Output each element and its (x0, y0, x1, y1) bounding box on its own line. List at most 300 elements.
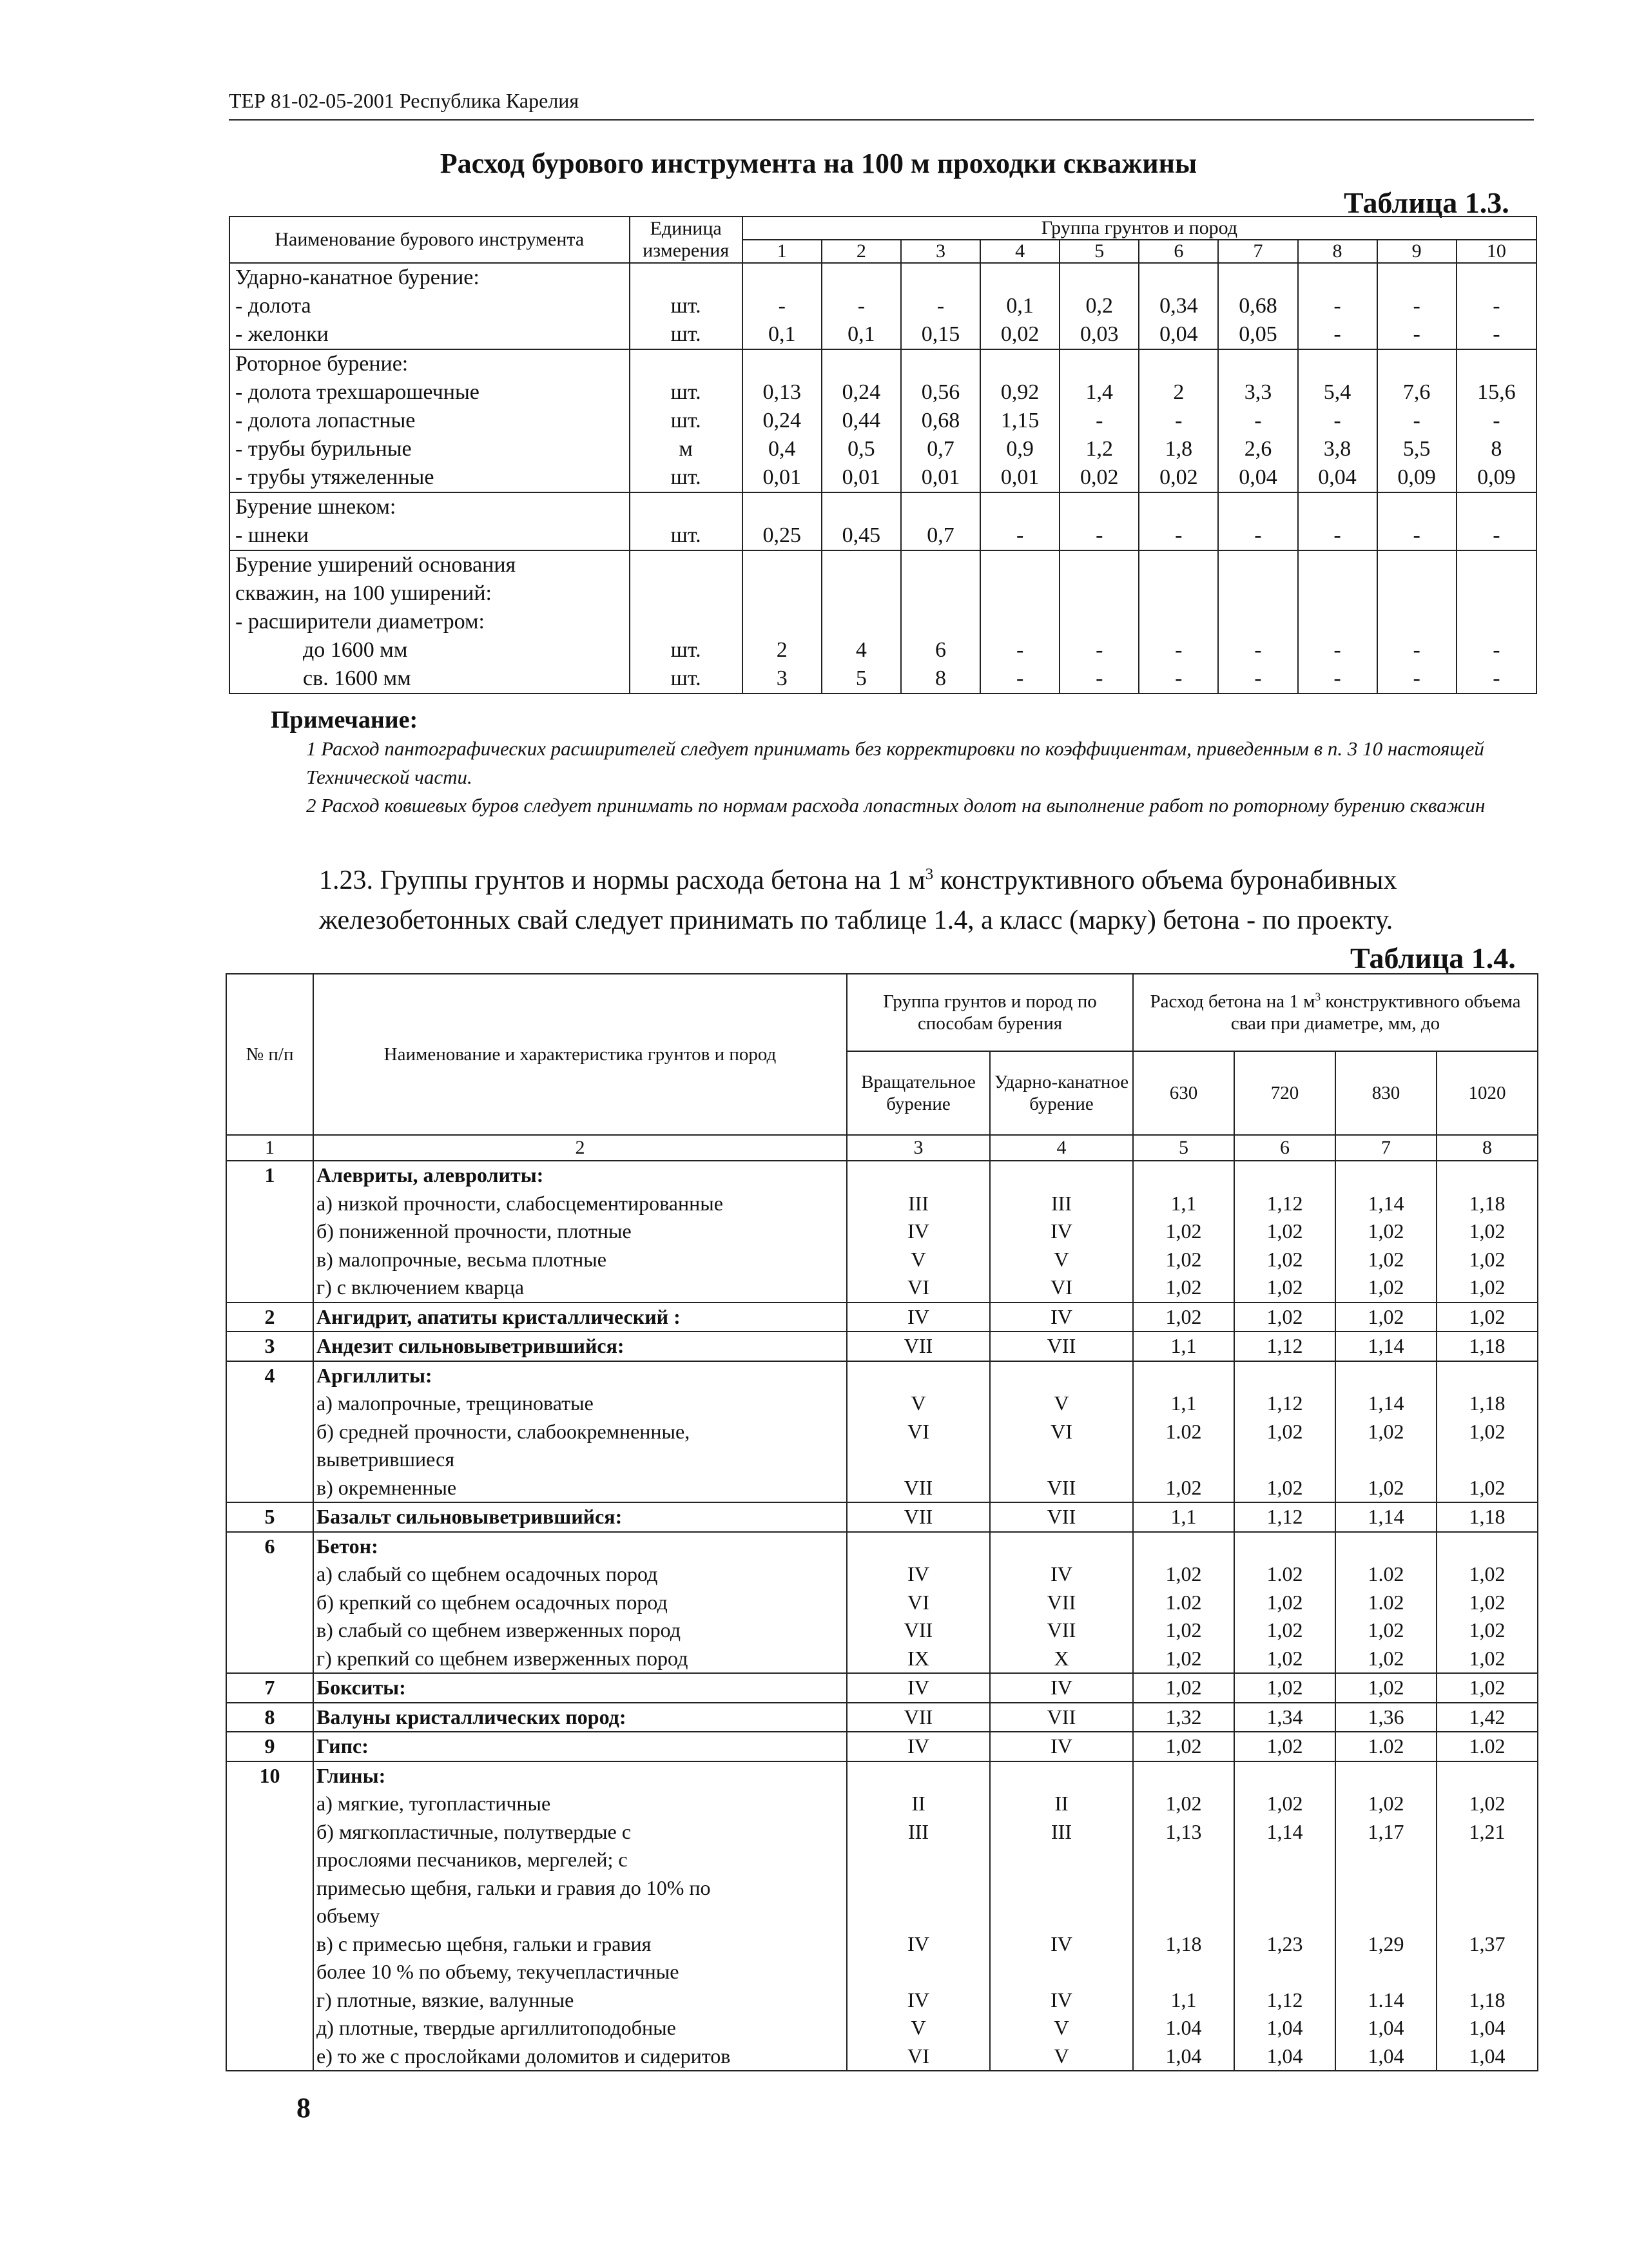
instrument-name: до 1600 мм (303, 638, 408, 662)
consumption-cell (1234, 1161, 1335, 1303)
rotary-group-cell (847, 1761, 990, 2071)
consumption-value: 0,34 (1159, 294, 1198, 318)
value-cell (1060, 492, 1139, 550)
soil-description: д) плотные, твердые аргиллитоподобные (316, 2016, 676, 2039)
notes-title: Примечание: (271, 706, 418, 733)
table-row (226, 1303, 1538, 1332)
consumption-value (822, 493, 900, 521)
header-diameter: 630 (1133, 1051, 1234, 1135)
row-number: 3 (226, 1332, 313, 1361)
soil-group-heading: Валуны кристаллических пород: (316, 1705, 626, 1729)
rotary-group-cell (847, 1332, 990, 1361)
consumption-value: 0,1 (1006, 294, 1034, 318)
consumption-cell (1133, 1161, 1234, 1303)
concrete-consumption: 1,14 (1368, 1191, 1404, 1215)
rotary-group: VI (907, 1275, 929, 1299)
header-group-number: 2 (822, 240, 901, 263)
concrete-consumption: 1,02 (1469, 1304, 1506, 1328)
consumption-value: - (1493, 638, 1500, 662)
consumption-value (743, 264, 821, 292)
concrete-consumption: 1,02 (1469, 1247, 1506, 1271)
consumption-value: - (1493, 409, 1500, 432)
consumption-value (981, 264, 1059, 292)
unit-value (630, 608, 742, 636)
consumption-cell (1133, 1502, 1234, 1532)
table-row (226, 1332, 1538, 1361)
soil-name-cell (313, 1703, 847, 1732)
consumption-cell (1335, 1502, 1437, 1532)
consumption-cell (1437, 1332, 1538, 1361)
concrete-consumption: 1,02 (1165, 1792, 1202, 1815)
percussion-group-cell (990, 1332, 1133, 1361)
percussion-group: VII (1047, 1705, 1076, 1729)
concrete-consumption: 1,1 (1170, 1505, 1197, 1528)
concrete-consumption: 1,04 (1165, 2044, 1202, 2068)
row-number: 4 (226, 1361, 313, 1503)
soil-name-cell (313, 1502, 847, 1532)
concrete-consumption: 1,34 (1266, 1705, 1303, 1729)
note-1: 1 Расход пантографических расширителей следует принимать без корректировки по коэффициентам, приведенным в п. 3 10 настоящей Технической части. (306, 737, 1484, 788)
concrete-consumption (1336, 1161, 1436, 1190)
concrete-consumption: 1,02 (1266, 1792, 1303, 1815)
percussion-group: IV (1051, 1219, 1072, 1243)
value-cell (1060, 349, 1139, 492)
consumption-value: - (857, 294, 866, 318)
consumption-value (743, 579, 821, 608)
soil-group-heading: Алевриты, алевролиты: (316, 1163, 544, 1187)
consumption-value: - (1333, 294, 1341, 318)
value-cell (1457, 550, 1536, 693)
consumption-value (1060, 264, 1138, 292)
consumption-value (1219, 264, 1297, 292)
rotary-group: III (908, 1191, 929, 1215)
consumption-cell (1133, 1732, 1234, 1761)
concrete-consumption (1336, 1958, 1436, 1986)
consumption-value: - (1096, 638, 1103, 662)
concrete-consumption: 1,02 (1165, 1219, 1202, 1243)
table-row (226, 1761, 1538, 2071)
percussion-group: IV (1051, 1562, 1072, 1585)
consumption-value (902, 350, 980, 378)
consumption-value: 2 (776, 638, 788, 662)
rotary-group: V (911, 1391, 926, 1415)
row-number: 7 (226, 1673, 313, 1703)
soil-group-heading: Аргиллиты: (316, 1363, 432, 1387)
consumption-value (981, 493, 1059, 521)
concrete-consumption: 1.14 (1368, 1988, 1404, 2011)
consumption-cell (1133, 1332, 1234, 1361)
soil-description: более 10 % по объему, текучепластичные (316, 1960, 679, 1983)
instrument-name: - долота (235, 294, 311, 318)
instrument-name-cell (229, 349, 630, 492)
soil-description: б) средней прочности, слабоокремненные, (316, 1419, 690, 1443)
instrument-name: Бурение шнеком: (235, 495, 396, 519)
rotary-group: IV (907, 1734, 929, 1758)
consumption-value (1299, 350, 1377, 378)
percussion-group: III (1051, 1191, 1072, 1215)
consumption-value: - (1493, 666, 1500, 690)
unit-value: шт. (670, 322, 701, 346)
running-head: ТЕР 81-02-05-2001 Республика Карелия (229, 89, 579, 112)
percussion-group (991, 1902, 1132, 1930)
consumption-value: - (1333, 666, 1341, 690)
consumption-cell (1335, 1732, 1437, 1761)
concrete-consumption (1437, 1362, 1537, 1390)
rotary-group: VI (907, 1590, 929, 1614)
percussion-group: X (1054, 1646, 1069, 1670)
consumption-value (902, 264, 980, 292)
value-cell (1377, 550, 1457, 693)
soil-group-heading: Глины: (316, 1763, 386, 1787)
soil-description: а) низкой прочности, слабосцементированные (316, 1191, 723, 1215)
percussion-group: IV (1051, 1988, 1072, 2011)
consumption-value: - (1413, 409, 1420, 432)
value-cell (822, 550, 901, 693)
consumption-cell (1335, 1673, 1437, 1703)
concrete-consumption: 1,02 (1165, 1618, 1202, 1642)
concrete-consumption (1235, 1362, 1335, 1390)
percussion-group-cell (990, 1673, 1133, 1703)
consumption-value (1060, 579, 1138, 608)
unit-value (630, 350, 742, 378)
column-number: 3 (847, 1135, 990, 1161)
percussion-group-cell (990, 1161, 1133, 1303)
soil-description: объему (316, 1904, 380, 1927)
rotary-group: IX (907, 1646, 929, 1670)
consumption-value (743, 493, 821, 521)
consumption-cell (1335, 1332, 1437, 1361)
concrete-consumption: 1.02 (1368, 1590, 1404, 1614)
instrument-name: Бурение уширений основания (235, 553, 516, 577)
unit-value: шт. (670, 409, 701, 432)
concrete-consumption: 1,02 (1368, 1275, 1404, 1299)
rotary-group-cell (847, 1502, 990, 1532)
consumption-value: - (1016, 523, 1024, 547)
consumption-value (1219, 493, 1297, 521)
percussion-group (991, 1446, 1132, 1474)
consumption-cell (1133, 1673, 1234, 1703)
rotary-group (848, 1846, 989, 1874)
consumption-value (1299, 579, 1377, 608)
concrete-consumption: 1,02 (1266, 1419, 1303, 1443)
concrete-consumption (1134, 1958, 1234, 1986)
concrete-consumption (1235, 1902, 1335, 1930)
rotary-group: VII (904, 1334, 933, 1357)
consumption-value: - (1096, 409, 1103, 432)
soil-name-cell (313, 1732, 847, 1761)
value-cell (980, 349, 1060, 492)
concrete-consumption: 1,18 (1469, 1334, 1506, 1357)
table-1-3-title: Расход бурового инструмента на 100 м проходки скважины (440, 148, 1197, 179)
instrument-name: - расширители диаметром: (235, 610, 485, 634)
value-cell (1377, 492, 1457, 550)
paragraph-1-23 (229, 860, 1537, 940)
unit-value: шт. (670, 465, 701, 489)
consumption-value (1219, 350, 1297, 378)
consumption-value: 0,02 (1000, 322, 1040, 346)
consumption-value (1457, 493, 1536, 521)
concrete-consumption (1336, 1874, 1436, 1903)
header-concrete-consumption: Расход бетона на 1 $м^3$ конструктивного объема сваи при диаметре, мм, до (1133, 974, 1538, 1051)
concrete-consumption: 1.02 (1368, 1562, 1404, 1585)
concrete-consumption: 1,12 (1266, 1391, 1303, 1415)
instrument-name: - долота трехшарошечные (235, 380, 479, 404)
consumption-cell (1437, 1502, 1538, 1532)
table-1-3-label: Таблица 1.3. (1344, 186, 1509, 219)
value-cell (1298, 349, 1377, 492)
consumption-cell (1234, 1361, 1335, 1503)
header-groups-title: Группа грунтов и пород (742, 217, 1536, 240)
consumption-value: 3,3 (1244, 380, 1272, 404)
consumption-value (1457, 579, 1536, 608)
consumption-value: - (1413, 523, 1420, 547)
rotary-group: V (911, 2016, 926, 2039)
soil-description: б) пониженной прочности, плотные (316, 1219, 632, 1243)
consumption-value: - (1333, 523, 1341, 547)
header-rotary: Вращательное бурение (847, 1051, 990, 1135)
row-number: 5 (226, 1502, 313, 1532)
table-row (229, 492, 1536, 550)
consumption-value: 8 (935, 666, 946, 690)
rotary-group-cell (847, 1703, 990, 1732)
soil-name-cell (313, 1361, 847, 1503)
concrete-consumption (1134, 1362, 1234, 1390)
rotary-group: VII (904, 1505, 933, 1528)
consumption-cell (1437, 1732, 1538, 1761)
rotary-group-cell (847, 1732, 990, 1761)
unit-value: шт. (670, 523, 701, 547)
consumption-value: 0,03 (1080, 322, 1119, 346)
concrete-consumption: 1,36 (1368, 1705, 1404, 1729)
consumption-value: - (778, 294, 786, 318)
rotary-group: VI (907, 2044, 929, 2068)
concrete-consumption (1134, 1874, 1234, 1903)
concrete-consumption (1235, 1874, 1335, 1903)
concrete-consumption (1235, 1446, 1335, 1474)
consumption-value (743, 551, 821, 579)
concrete-consumption: 1,02 (1266, 1247, 1303, 1271)
consumption-value (902, 579, 980, 608)
concrete-consumption (1134, 1902, 1234, 1930)
consumption-value (1060, 551, 1138, 579)
unit-value: шт. (670, 638, 701, 662)
consumption-value (743, 350, 821, 378)
concrete-consumption: 1,1 (1170, 1988, 1197, 2011)
instrument-name-cell (229, 492, 630, 550)
consumption-value (822, 579, 900, 608)
concrete-consumption (1437, 1902, 1537, 1930)
percussion-group-cell (990, 1361, 1133, 1503)
table-row (226, 1732, 1538, 1761)
consumption-value (981, 551, 1059, 579)
concrete-consumption: 1,02 (1266, 1590, 1303, 1614)
column-number: 4 (990, 1135, 1133, 1161)
consumption-value (1139, 551, 1217, 579)
consumption-value (1299, 551, 1377, 579)
value-cell (901, 349, 980, 492)
instrument-name: - желонки (235, 322, 329, 346)
unit-value: шт. (670, 666, 701, 690)
value-cell (1218, 492, 1297, 550)
percussion-group: V (1054, 2016, 1069, 2039)
percussion-group: IV (1051, 1932, 1072, 1955)
concrete-consumption: 1,02 (1469, 1676, 1506, 1699)
consumption-value: - (1493, 294, 1500, 318)
concrete-consumption: 1,13 (1165, 1819, 1202, 1843)
concrete-consumption: 1,04 (1368, 2044, 1404, 2068)
header-group-number: 5 (1060, 240, 1139, 263)
concrete-consumption: 1,02 (1266, 1618, 1303, 1642)
consumption-value: 0,04 (1318, 465, 1357, 489)
consumption-value: 0,1 (848, 322, 875, 346)
percussion-group: VII (1047, 1590, 1076, 1614)
consumption-value: 0,1 (768, 322, 796, 346)
rotary-group-cell (847, 1161, 990, 1303)
consumption-value (1299, 493, 1377, 521)
concrete-consumption: 1,02 (1469, 1275, 1506, 1299)
concrete-consumption (1437, 1446, 1537, 1474)
consumption-value: 5 (855, 666, 867, 690)
concrete-consumption (1134, 1762, 1234, 1790)
concrete-consumption: 1.02 (1469, 1734, 1506, 1758)
row-number: 1 (226, 1161, 313, 1303)
concrete-consumption: 1,02 (1266, 1275, 1303, 1299)
header-diameter: 830 (1335, 1051, 1437, 1135)
consumption-value (1378, 551, 1456, 579)
header-num: № п/п (226, 974, 313, 1135)
unit-value (630, 551, 742, 579)
column-number: 5 (1133, 1135, 1234, 1161)
unit-cell (630, 492, 742, 550)
concrete-consumption: 1,18 (1469, 1505, 1506, 1528)
concrete-consumption: 1,32 (1165, 1705, 1202, 1729)
concrete-consumption: 1,12 (1266, 1505, 1303, 1528)
value-cell (742, 263, 822, 349)
concrete-consumption: 1,02 (1469, 1419, 1506, 1443)
column-number: 6 (1234, 1135, 1335, 1161)
consumption-value: 2 (1173, 380, 1185, 404)
page-number: 8 (296, 2092, 311, 2124)
soil-name-cell (313, 1761, 847, 2071)
concrete-consumption: 1,02 (1469, 1219, 1506, 1243)
row-number: 2 (226, 1303, 313, 1332)
value-cell (901, 492, 980, 550)
concrete-consumption: 1,29 (1368, 1932, 1404, 1955)
consumption-value: 1,4 (1085, 380, 1113, 404)
concrete-consumption: 1,14 (1368, 1505, 1404, 1528)
percussion-group: V (1054, 2044, 1069, 2068)
value-cell (1457, 263, 1536, 349)
concrete-consumption: 1,02 (1165, 1562, 1202, 1585)
concrete-consumption: 1,02 (1266, 1475, 1303, 1499)
concrete-consumption: 1.02 (1266, 1562, 1303, 1585)
rotary-group-cell (847, 1532, 990, 1674)
concrete-consumption: 1.02 (1368, 1734, 1404, 1758)
value-cell (1377, 349, 1457, 492)
consumption-cell (1234, 1732, 1335, 1761)
header-group-number: 9 (1377, 240, 1457, 263)
concrete-consumption: 1,21 (1469, 1819, 1506, 1843)
consumption-value (822, 350, 900, 378)
consumption-value (981, 608, 1059, 636)
soil-group-heading: Бетон: (316, 1534, 378, 1558)
soil-group-heading: Бокситы: (316, 1676, 406, 1699)
concrete-consumption: 1,02 (1165, 1676, 1202, 1699)
consumption-value: - (1413, 666, 1420, 690)
consumption-value: - (1175, 638, 1183, 662)
header-diameter: 720 (1234, 1051, 1335, 1135)
consumption-cell (1133, 1532, 1234, 1674)
soil-group-heading: Андезит сильновыветрившийся: (316, 1334, 625, 1357)
header-percussion: Ударно-канатное бурение (990, 1051, 1133, 1135)
soil-name-cell (313, 1532, 847, 1674)
concrete-consumption: 1,12 (1266, 1988, 1303, 2011)
table-row (229, 263, 1536, 349)
consumption-value: 0,92 (1000, 380, 1040, 404)
consumption-value: 0,2 (1085, 294, 1113, 318)
unit-value (630, 493, 742, 521)
concrete-consumption: 1,02 (1469, 1562, 1506, 1585)
consumption-value: 0,9 (1006, 437, 1034, 461)
consumption-value: 7,6 (1402, 380, 1431, 404)
concrete-consumption: 1,02 (1368, 1646, 1404, 1670)
consumption-value: - (1254, 638, 1262, 662)
value-cell (1298, 492, 1377, 550)
consumption-value (1219, 608, 1297, 636)
table-row (226, 1532, 1538, 1674)
concrete-consumption: 1,02 (1165, 1304, 1202, 1328)
rotary-group: IV (907, 1304, 929, 1328)
percussion-group: VII (1047, 1334, 1076, 1357)
percussion-group-cell (990, 1532, 1133, 1674)
concrete-consumption: 1,14 (1368, 1334, 1404, 1357)
concrete-consumption (1336, 1446, 1436, 1474)
consumption-value: 1,2 (1085, 437, 1113, 461)
consumption-value: - (1175, 523, 1183, 547)
consumption-value: - (936, 294, 945, 318)
unit-value: шт. (670, 294, 701, 318)
consumption-value: - (1016, 666, 1024, 690)
percussion-group: VII (1047, 1618, 1076, 1642)
concrete-consumption (1437, 1533, 1537, 1561)
percussion-group: V (1054, 1391, 1069, 1415)
rotary-group: IV (907, 1676, 929, 1699)
percussion-group: VI (1051, 1275, 1072, 1299)
header-group-number: 6 (1139, 240, 1218, 263)
consumption-value: 0,24 (762, 409, 802, 432)
concrete-consumption: 1,02 (1368, 1475, 1404, 1499)
instrument-name-cell (229, 263, 630, 349)
unit-value: шт. (670, 380, 701, 404)
percussion-group (991, 1874, 1132, 1903)
header-group-by-method: Группа грунтов и пород по способам бурения (847, 974, 1133, 1051)
table-1-4 (226, 973, 1538, 2071)
consumption-value (1299, 264, 1377, 292)
consumption-value: - (1413, 322, 1420, 346)
instrument-name: - трубы бурильные (235, 437, 412, 461)
concrete-consumption (1134, 1161, 1234, 1190)
concrete-consumption (1336, 1762, 1436, 1790)
concrete-consumption: 1,02 (1368, 1618, 1404, 1642)
header-group-number: 3 (901, 240, 980, 263)
unit-value: м (679, 437, 693, 461)
soil-name-cell (313, 1303, 847, 1332)
concrete-consumption (1437, 1161, 1537, 1190)
consumption-value (822, 551, 900, 579)
consumption-value: 0,04 (1239, 465, 1277, 489)
rotary-group: VII (904, 1618, 933, 1642)
concrete-consumption: 1,04 (1469, 2044, 1506, 2068)
